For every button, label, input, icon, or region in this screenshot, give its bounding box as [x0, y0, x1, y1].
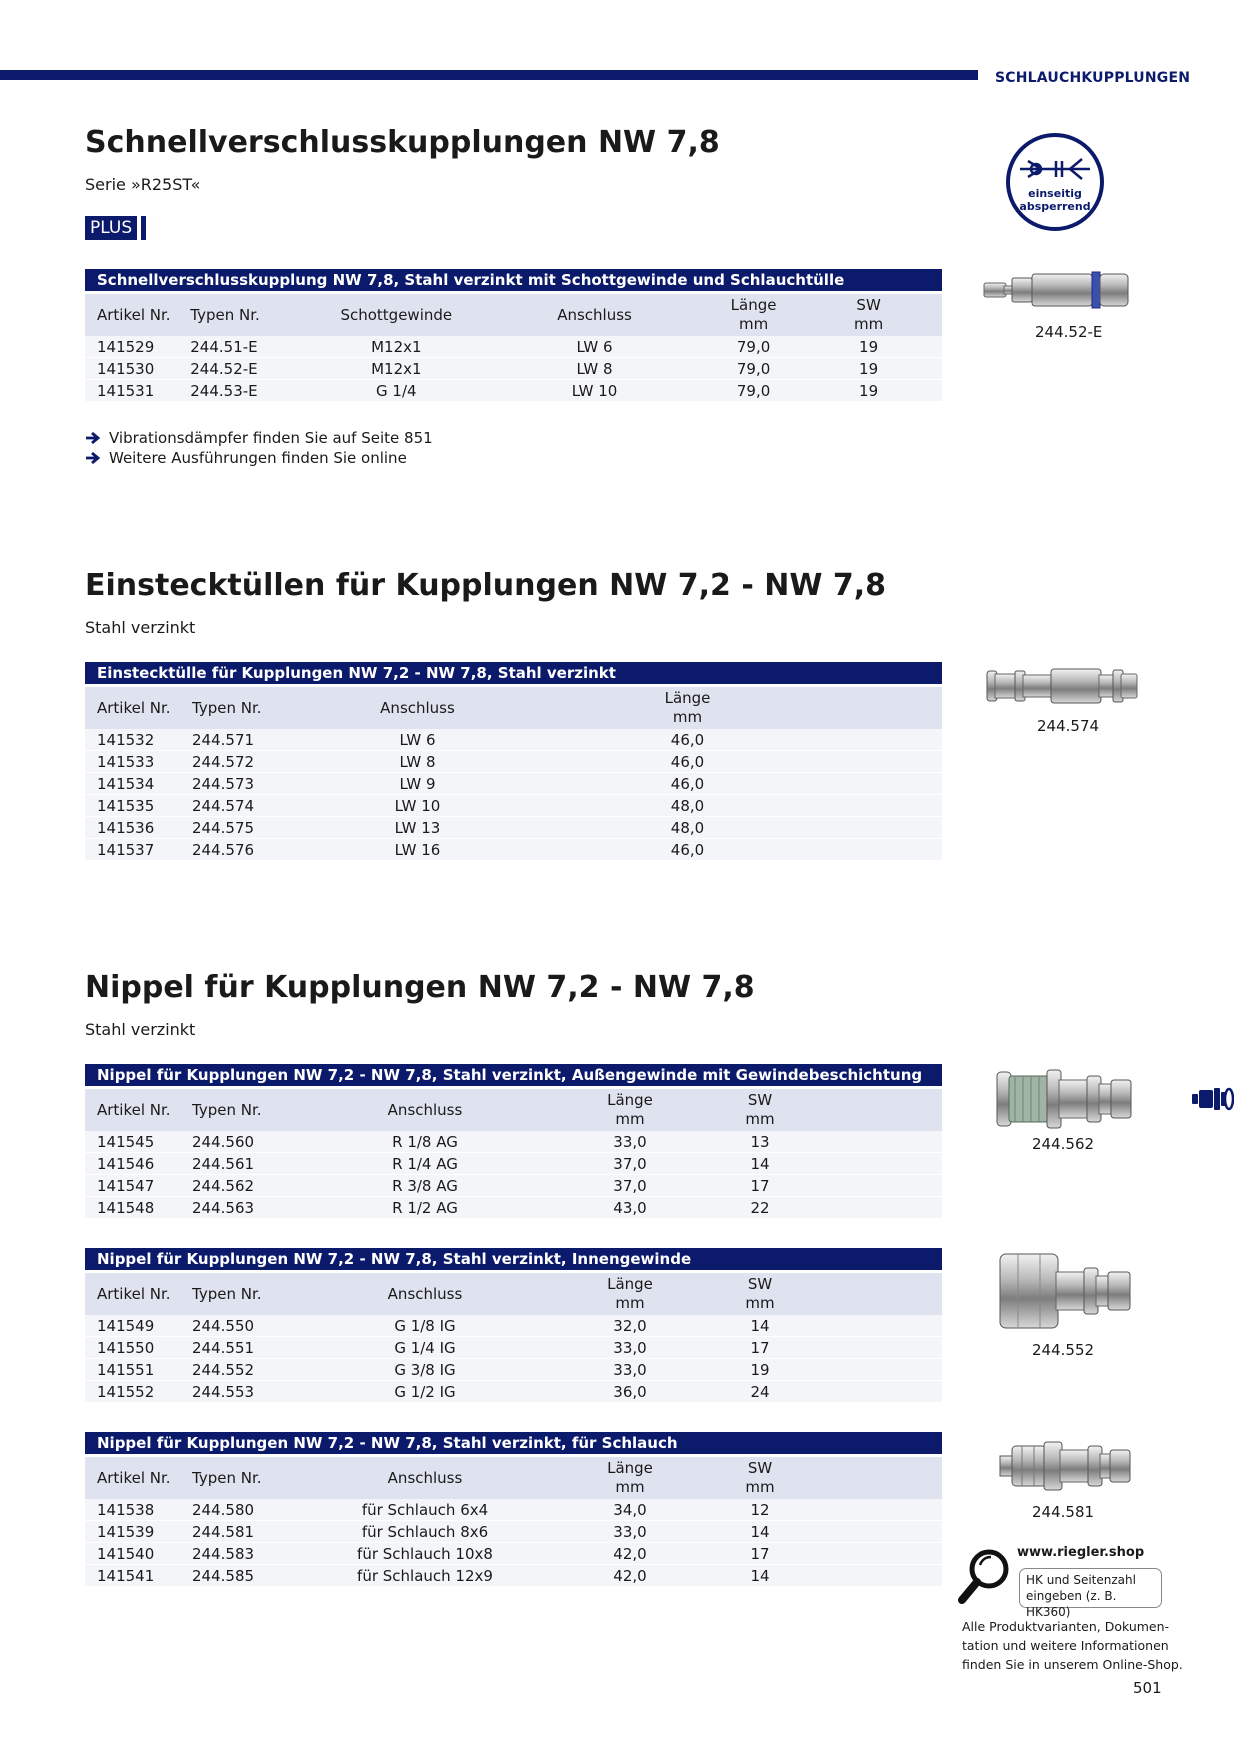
table-row	[85, 729, 942, 751]
col-sw: SW mm	[853, 296, 884, 333]
table-cell: 34,0	[613, 1500, 647, 1519]
table-cell: 17	[750, 1544, 770, 1563]
table-cell: G 1/2 IG	[394, 1382, 456, 1401]
col-laenge: Länge mm	[730, 296, 777, 333]
product-image-nipple-male	[995, 1066, 1135, 1132]
table-cell: 13	[750, 1132, 770, 1151]
table-cell: 244.562	[192, 1176, 255, 1195]
page-number: 501	[1133, 1679, 1162, 1697]
table-cell: LW 6	[399, 730, 436, 749]
table-cell: 79,0	[736, 359, 771, 378]
table-cell: 14	[750, 1154, 770, 1173]
table-cell: 244.53-E	[190, 381, 258, 400]
table-header-row	[85, 687, 942, 729]
coupling-side-icon	[1190, 1086, 1234, 1112]
note-online	[85, 449, 407, 467]
table-cell: 244.581	[192, 1522, 255, 1541]
table-cell: 19	[859, 337, 879, 356]
table-cell: 244.553	[192, 1382, 255, 1401]
table-row	[85, 358, 942, 380]
table-cell: 244.573	[192, 774, 255, 793]
table-cell: 43,0	[613, 1198, 647, 1217]
table-body	[85, 1499, 942, 1587]
col-artikel: Artikel Nr.	[97, 1101, 171, 1119]
table-cell: 244.563	[192, 1198, 255, 1217]
section-label: SCHLAUCHKUPPLUNGEN	[995, 70, 1191, 86]
table-row	[85, 1565, 942, 1587]
table-cell: 14	[750, 1316, 770, 1335]
table-cell: 141552	[97, 1382, 155, 1401]
table-cell: LW 10	[571, 381, 618, 400]
table-nippel-aussengewinde	[85, 1064, 942, 1219]
table-cell: LW 8	[576, 359, 613, 378]
image-caption: 244.552	[1032, 1341, 1095, 1359]
table-title: Nippel für Kupplungen NW 7,2 - NW 7,8, Stahl verzinkt, Außengewinde mit Gewindebeschichtung	[85, 1064, 942, 1086]
table-cell: LW 8	[399, 752, 436, 771]
table-row	[85, 839, 942, 861]
table-cell: R 1/8 AG	[392, 1132, 458, 1151]
note-vibration	[85, 429, 433, 447]
table-cell: 48,0	[670, 796, 705, 815]
table-cell: 244.561	[192, 1154, 255, 1173]
table-cell: 141550	[97, 1338, 155, 1357]
table-header-row	[85, 1273, 942, 1315]
table-cell: R 3/8 AG	[392, 1176, 458, 1195]
table-cell: 141538	[97, 1500, 155, 1519]
table-row	[85, 751, 942, 773]
table-row	[85, 1381, 942, 1403]
table-body	[85, 336, 942, 402]
table-cell: 42,0	[613, 1544, 647, 1563]
table-body	[85, 1131, 942, 1219]
table-cell: 141549	[97, 1316, 155, 1335]
table-cell: 42,0	[613, 1566, 647, 1585]
info-line: finden Sie in unserem Online-Shop.	[962, 1657, 1183, 1672]
info-line: Alle Produktvarianten, Dokumen-	[962, 1619, 1170, 1634]
table-row	[85, 817, 942, 839]
table-cell: 141548	[97, 1198, 155, 1217]
hk-search-box	[1019, 1568, 1162, 1619]
table-quick-coupling	[85, 269, 942, 402]
table-cell: 12	[750, 1500, 770, 1519]
coupling-symbol-icon	[1010, 141, 1100, 191]
col-laenge: Länge mm	[607, 1091, 653, 1128]
table-cell: 244.52-E	[190, 359, 258, 378]
table-cell: 14	[750, 1566, 770, 1585]
col-artikel: Artikel Nr.	[97, 306, 171, 324]
table-body	[85, 729, 942, 861]
table-cell: für Schlauch 12x9	[357, 1566, 493, 1585]
table-cell: 244.574	[192, 796, 255, 815]
section-3-title: Nippel für Kupplungen NW 7,2 - NW 7,8	[85, 970, 755, 1005]
table-cell: 141531	[97, 381, 155, 400]
col-sw: SW mm	[745, 1275, 775, 1312]
table-cell: 141533	[97, 752, 155, 771]
table-row	[85, 1337, 942, 1359]
table-cell: 141529	[97, 337, 155, 356]
col-anschluss: Anschluss	[387, 1469, 463, 1487]
table-title: Nippel für Kupplungen NW 7,2 - NW 7,8, Stahl verzinkt, für Schlauch	[85, 1432, 942, 1454]
table-cell: 244.552	[192, 1360, 255, 1379]
table-cell: für Schlauch 10x8	[357, 1544, 493, 1563]
table-row	[85, 1521, 942, 1543]
col-anschluss: Anschluss	[380, 699, 455, 717]
table-cell: G 3/8 IG	[394, 1360, 456, 1379]
table-row	[85, 380, 942, 402]
table-cell: 244.551	[192, 1338, 255, 1357]
table-cell: 244.550	[192, 1316, 255, 1335]
table-row	[85, 1175, 942, 1197]
table-title: Einstecktülle für Kupplungen NW 7,2 - NW 7,8, Stahl verzinkt	[85, 662, 942, 684]
table-cell: 141534	[97, 774, 155, 793]
table-cell: 79,0	[736, 337, 771, 356]
table-cell: 244.571	[192, 730, 255, 749]
table-header-row	[85, 1089, 942, 1131]
table-row	[85, 336, 942, 358]
table-cell: 24	[750, 1382, 770, 1401]
image-caption: 244.574	[1037, 717, 1100, 735]
shop-info	[962, 1617, 1183, 1674]
table-cell: 33,0	[613, 1132, 647, 1151]
plus-bar	[141, 216, 146, 240]
table-cell: 141535	[97, 796, 155, 815]
table-cell: 244.575	[192, 818, 255, 837]
col-artikel: Artikel Nr.	[97, 699, 171, 717]
badge-line-2: absperrend	[1019, 200, 1091, 213]
table-cell: R 1/2 AG	[392, 1198, 458, 1217]
table-row	[85, 1197, 942, 1219]
table-cell: 141546	[97, 1154, 155, 1173]
col-artikel: Artikel Nr.	[97, 1285, 171, 1303]
table-row	[85, 1499, 942, 1521]
table-cell: 141545	[97, 1132, 155, 1151]
table-cell: 244.560	[192, 1132, 255, 1151]
table-row	[85, 1315, 942, 1337]
table-header-row	[85, 294, 942, 336]
table-cell: 141537	[97, 840, 155, 859]
table-row	[85, 1153, 942, 1175]
table-row	[85, 1543, 942, 1565]
col-typen: Typen Nr.	[192, 1101, 262, 1119]
table-cell: 22	[750, 1198, 770, 1217]
image-caption: 244.581	[1032, 1503, 1095, 1521]
image-caption: 244.562	[1032, 1135, 1095, 1153]
table-cell: LW 16	[394, 840, 441, 859]
section-2-title: Einstecktüllen für Kupplungen NW 7,2 - NW 7,8	[85, 568, 887, 603]
section-2-subtitle: Stahl verzinkt	[85, 618, 196, 637]
table-cell: 244.583	[192, 1544, 255, 1563]
table-cell: M12x1	[371, 359, 422, 378]
table-cell: 141551	[97, 1360, 155, 1379]
col-laenge: Länge mm	[664, 689, 711, 726]
table-cell: 46,0	[670, 730, 705, 749]
table-title: Nippel für Kupplungen NW 7,2 - NW 7,8, Stahl verzinkt, Innengewinde	[85, 1248, 942, 1270]
table-cell: 46,0	[670, 840, 705, 859]
col-anschluss: Anschluss	[387, 1285, 463, 1303]
table-cell: 79,0	[736, 381, 771, 400]
table-cell: 244.585	[192, 1566, 255, 1585]
table-row	[85, 795, 942, 817]
table-nippel-schlauch	[85, 1432, 942, 1587]
table-cell: 46,0	[670, 774, 705, 793]
product-image-plug	[985, 665, 1140, 707]
table-title: Schnellverschlusskupplung NW 7,8, Stahl verzinkt mit Schottgewinde und Schlauchtülle	[85, 269, 942, 291]
table-cell: 14	[750, 1522, 770, 1541]
table-row	[85, 773, 942, 795]
table-cell: für Schlauch 8x6	[361, 1522, 489, 1541]
product-image-nipple-hose	[998, 1438, 1134, 1494]
table-cell: LW 13	[394, 818, 441, 837]
info-line: tation und weitere Informationen	[962, 1638, 1169, 1653]
table-cell: 244.576	[192, 840, 255, 859]
table-cell: 141536	[97, 818, 155, 837]
table-cell: LW 10	[394, 796, 441, 815]
table-body	[85, 1315, 942, 1403]
col-anschluss: Anschluss	[557, 306, 632, 324]
col-laenge: Länge mm	[607, 1275, 653, 1312]
table-cell: 32,0	[613, 1316, 647, 1335]
badge-line-1: einseitig	[1028, 187, 1082, 200]
col-schottgewinde: Schottgewinde	[340, 306, 453, 324]
table-cell: 141540	[97, 1544, 155, 1563]
table-cell: 17	[750, 1176, 770, 1195]
col-laenge: Länge mm	[607, 1459, 653, 1496]
plus-badge	[85, 216, 146, 240]
section-3-subtitle: Stahl verzinkt	[85, 1020, 196, 1039]
table-cell: 141539	[97, 1522, 155, 1541]
table-cell: 19	[859, 381, 879, 400]
table-cell: M12x1	[371, 337, 422, 356]
table-cell: 244.572	[192, 752, 255, 771]
table-cell: 33,0	[613, 1360, 647, 1379]
table-cell: 141532	[97, 730, 155, 749]
table-cell: für Schlauch 6x4	[361, 1500, 489, 1519]
table-nippel-innengewinde	[85, 1248, 942, 1403]
table-cell: 19	[750, 1360, 770, 1379]
col-typen: Typen Nr.	[192, 699, 262, 717]
table-cell: 33,0	[613, 1338, 647, 1357]
col-anschluss: Anschluss	[387, 1101, 463, 1119]
table-cell: G 1/4	[376, 381, 417, 400]
arrow-right-icon	[85, 431, 101, 445]
table-cell: 37,0	[613, 1176, 647, 1195]
table-cell: 141541	[97, 1566, 155, 1585]
plus-label: PLUS	[85, 216, 137, 240]
search-magnifier-icon	[955, 1545, 1015, 1607]
table-row	[85, 1131, 942, 1153]
table-cell: 141530	[97, 359, 155, 378]
table-row	[85, 1359, 942, 1381]
table-cell: 48,0	[670, 818, 705, 837]
col-sw: SW mm	[745, 1091, 775, 1128]
table-cell: 19	[859, 359, 879, 378]
hk-box-line-2: eingeben (z. B. HK360)	[1026, 1589, 1117, 1619]
table-cell: G 1/8 IG	[394, 1316, 456, 1335]
table-cell: LW 6	[576, 337, 613, 356]
note-text: Weitere Ausführungen finden Sie online	[109, 449, 407, 467]
table-cell: 17	[750, 1338, 770, 1357]
hk-box-line-1: HK und Seitenzahl	[1026, 1573, 1136, 1587]
table-cell: 36,0	[613, 1382, 647, 1401]
table-cell: 141547	[97, 1176, 155, 1195]
table-cell: 46,0	[670, 752, 705, 771]
shop-url[interactable]: www.riegler.shop	[1017, 1545, 1145, 1560]
table-einstecktuelle	[85, 662, 942, 861]
note-text: Vibrationsdämpfer finden Sie auf Seite 851	[109, 429, 433, 447]
col-typen: Typen Nr.	[192, 1469, 262, 1487]
table-cell: G 1/4 IG	[394, 1338, 456, 1357]
table-cell: 37,0	[613, 1154, 647, 1173]
table-header-row	[85, 1457, 942, 1499]
table-cell: R 1/4 AG	[392, 1154, 458, 1173]
top-brand-bar	[0, 70, 978, 80]
product-image-nipple-female	[998, 1250, 1134, 1332]
table-cell: LW 9	[399, 774, 436, 793]
table-cell: 244.580	[192, 1500, 255, 1519]
col-artikel: Artikel Nr.	[97, 1469, 171, 1487]
image-caption: 244.52-E	[1035, 323, 1103, 341]
one-side-shutoff-badge	[1006, 133, 1104, 231]
col-typen: Typen Nr.	[190, 306, 260, 324]
table-cell: 244.51-E	[190, 337, 258, 356]
section-1-title: Schnellverschlusskupplungen NW 7,8	[85, 125, 720, 160]
col-sw: SW mm	[745, 1459, 775, 1496]
table-cell: 33,0	[613, 1522, 647, 1541]
section-1-subtitle: Serie »R25ST«	[85, 175, 201, 194]
arrow-right-icon	[85, 451, 101, 465]
product-image-coupling	[982, 266, 1132, 316]
col-typen: Typen Nr.	[192, 1285, 262, 1303]
